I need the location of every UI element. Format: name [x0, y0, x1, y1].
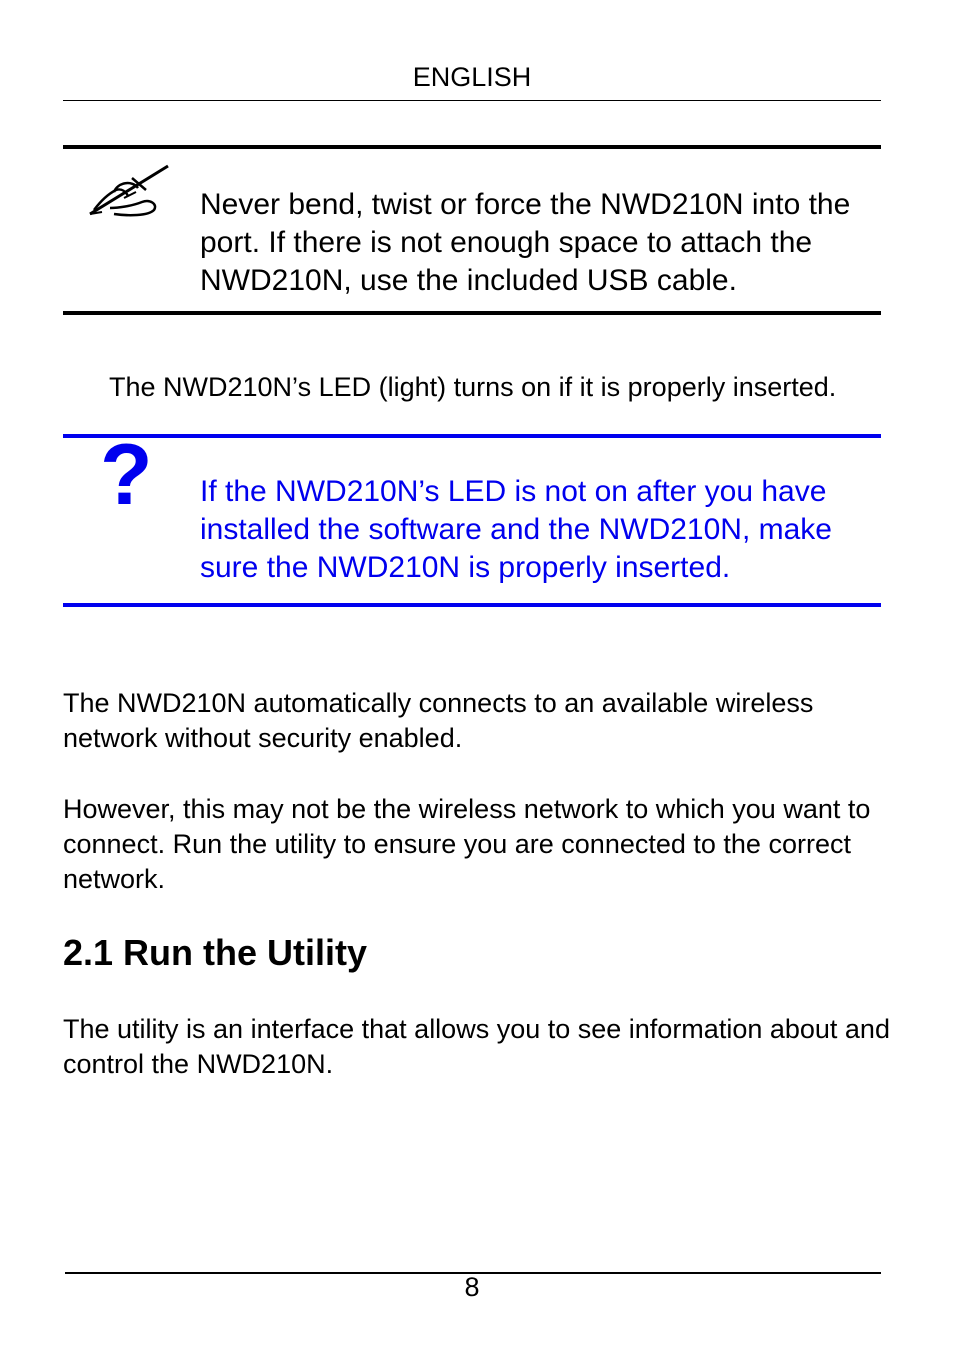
section-label: ENGLISH	[412, 62, 532, 92]
body-paragraph: However, this may not be the wireless network to which you want to connect. Run the utility to ensure you are connected to the correct network.	[63, 794, 871, 894]
body-paragraph: The NWD210N automatically connects to an available wireless network without security enabled.	[63, 688, 814, 753]
tip-text: If the NWD210N’s LED is not on after you have installed the software and the NWD210N, make sure the NWD210N is properly inserted.	[200, 475, 832, 584]
note-bottom-rule	[63, 311, 881, 315]
pen-writing-icon	[88, 162, 172, 220]
tip-bottom-rule	[63, 603, 881, 607]
note-text: Never bend, twist or force the NWD210N into the port. If there is not enough space to attach the NWD210N, use the included USB cable.	[200, 188, 851, 297]
body-paragraph: The utility is an interface that allows you to see information about and control the NWD210N.	[63, 1014, 890, 1079]
question-mark-icon: ?	[100, 427, 153, 523]
header-divider	[63, 100, 881, 101]
section-heading: 2.1 Run the Utility	[63, 932, 368, 973]
page-number: 8	[464, 1272, 480, 1302]
tip-top-rule	[63, 434, 881, 438]
note-top-rule	[63, 145, 881, 149]
led-status-text: The NWD210N’s LED (light) turns on if it is properly inserted.	[109, 372, 837, 402]
